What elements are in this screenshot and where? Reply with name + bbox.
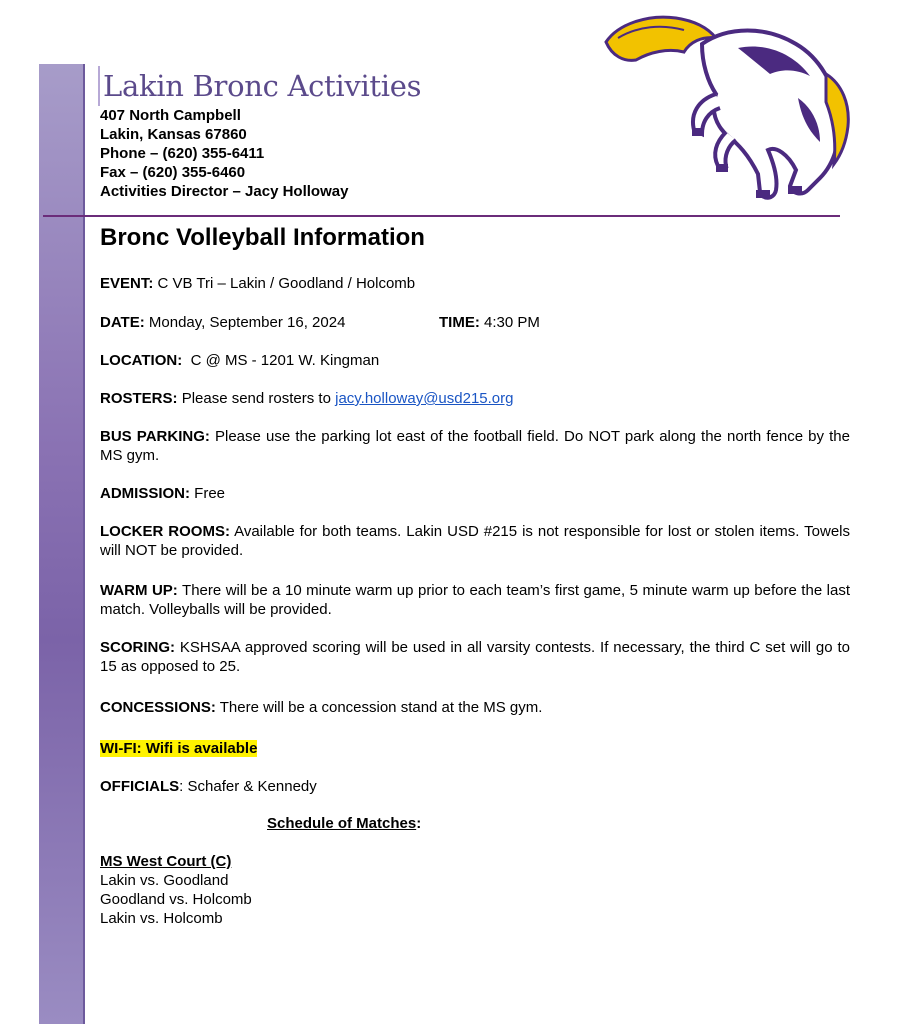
admission-label: ADMISSION:: [100, 485, 190, 502]
letterhead: [100, 66, 560, 201]
time-field: [439, 313, 540, 332]
date-label: DATE:: [100, 314, 145, 331]
event-label: EVENT:: [100, 275, 154, 292]
match-item: Goodland vs. Holcomb: [100, 891, 252, 908]
rosters-email-link[interactable]: jacy.holloway@usd215.org: [335, 390, 514, 407]
warm-up-field: [100, 581, 850, 619]
time-label: TIME:: [439, 314, 480, 331]
warm-up-label: WARM UP:: [100, 582, 178, 599]
bus-parking-label: BUS PARKING:: [100, 428, 210, 445]
bronco-horse-logo-icon: [598, 4, 856, 204]
locker-rooms-field: [100, 522, 850, 560]
header-divider: [43, 215, 840, 217]
concessions-field: [100, 698, 850, 717]
wifi-field: [100, 739, 850, 758]
schedule-heading-text: Schedule of Matches: [267, 815, 417, 832]
location-label: LOCATION:: [100, 352, 183, 369]
scoring-label: SCORING:: [100, 639, 175, 656]
time-value: 4:30 PM: [484, 314, 540, 331]
address-line-1: 407 North Campbell: [100, 107, 241, 124]
rosters-field: [100, 389, 850, 408]
match-item: Lakin vs. Goodland: [100, 872, 229, 889]
wifi-highlight: [100, 740, 257, 757]
schedule-heading: Schedule of Matches:: [267, 815, 422, 832]
activities-director: Activities Director – Jacy Holloway: [100, 183, 349, 200]
concessions-label: CONCESSIONS:: [100, 699, 216, 716]
admission-value: Free: [194, 485, 226, 502]
officials-field: OFFICIALS: Schafer & Kennedy: [100, 778, 317, 795]
rosters-label: ROSTERS:: [100, 390, 178, 407]
rosters-value: Please send rosters to: [181, 390, 331, 407]
fax-number: Fax – (620) 355-6460: [100, 164, 246, 181]
locker-rooms-label: LOCKER ROOMS:: [100, 523, 230, 540]
admission-field: [100, 484, 850, 503]
court-name: MS West Court (C): [100, 853, 232, 870]
location-field: [100, 351, 850, 370]
officials-label: OFFICIALS: [100, 778, 180, 795]
scoring-field: [100, 638, 850, 676]
event-field: [100, 274, 850, 293]
scoring-value: KSHSAA approved scoring will be used in all varsity contests. If necessary, the third C set will go to 15 as opposed to 25.: [100, 639, 850, 675]
wifi-label: WI-FI:: [100, 740, 142, 757]
event-value: C VB Tri – Lakin / Goodland / Holcomb: [157, 275, 416, 292]
page-title: Bronc Volleyball Information: [100, 224, 425, 251]
warm-up-value: There will be a 10 minute warm up prior to each team’s first game, 5 minute warm up before the last match. Volleyballs will be provided.: [100, 582, 850, 618]
wifi-value: Wifi is available: [145, 740, 258, 757]
court-schedule: [100, 852, 252, 928]
locker-rooms-value: Available for both teams. Lakin USD #215 is not responsible for lost or stolen items. Towels will NOT be provided.: [100, 523, 850, 559]
date-value: Monday, September 16, 2024: [148, 314, 346, 331]
org-name: Lakin Bronc Activities: [98, 66, 560, 106]
location-value: C @ MS - 1201 W. Kingman: [190, 352, 380, 369]
concessions-value: There will be a concession stand at the MS gym.: [219, 699, 543, 716]
bus-parking-field: [100, 427, 850, 465]
bus-parking-value: Please use the parking lot east of the football field. Do NOT park along the north fence by the MS gym.: [100, 428, 850, 464]
match-item: Lakin vs. Holcomb: [100, 910, 223, 927]
officials-value: Schafer & Kennedy: [187, 778, 317, 795]
phone-number: Phone – (620) 355-6411: [100, 145, 265, 162]
address-line-2: Lakin, Kansas 67860: [100, 126, 247, 143]
sidebar-decorative-bar: [39, 64, 85, 1024]
date-time-field: [100, 313, 850, 332]
